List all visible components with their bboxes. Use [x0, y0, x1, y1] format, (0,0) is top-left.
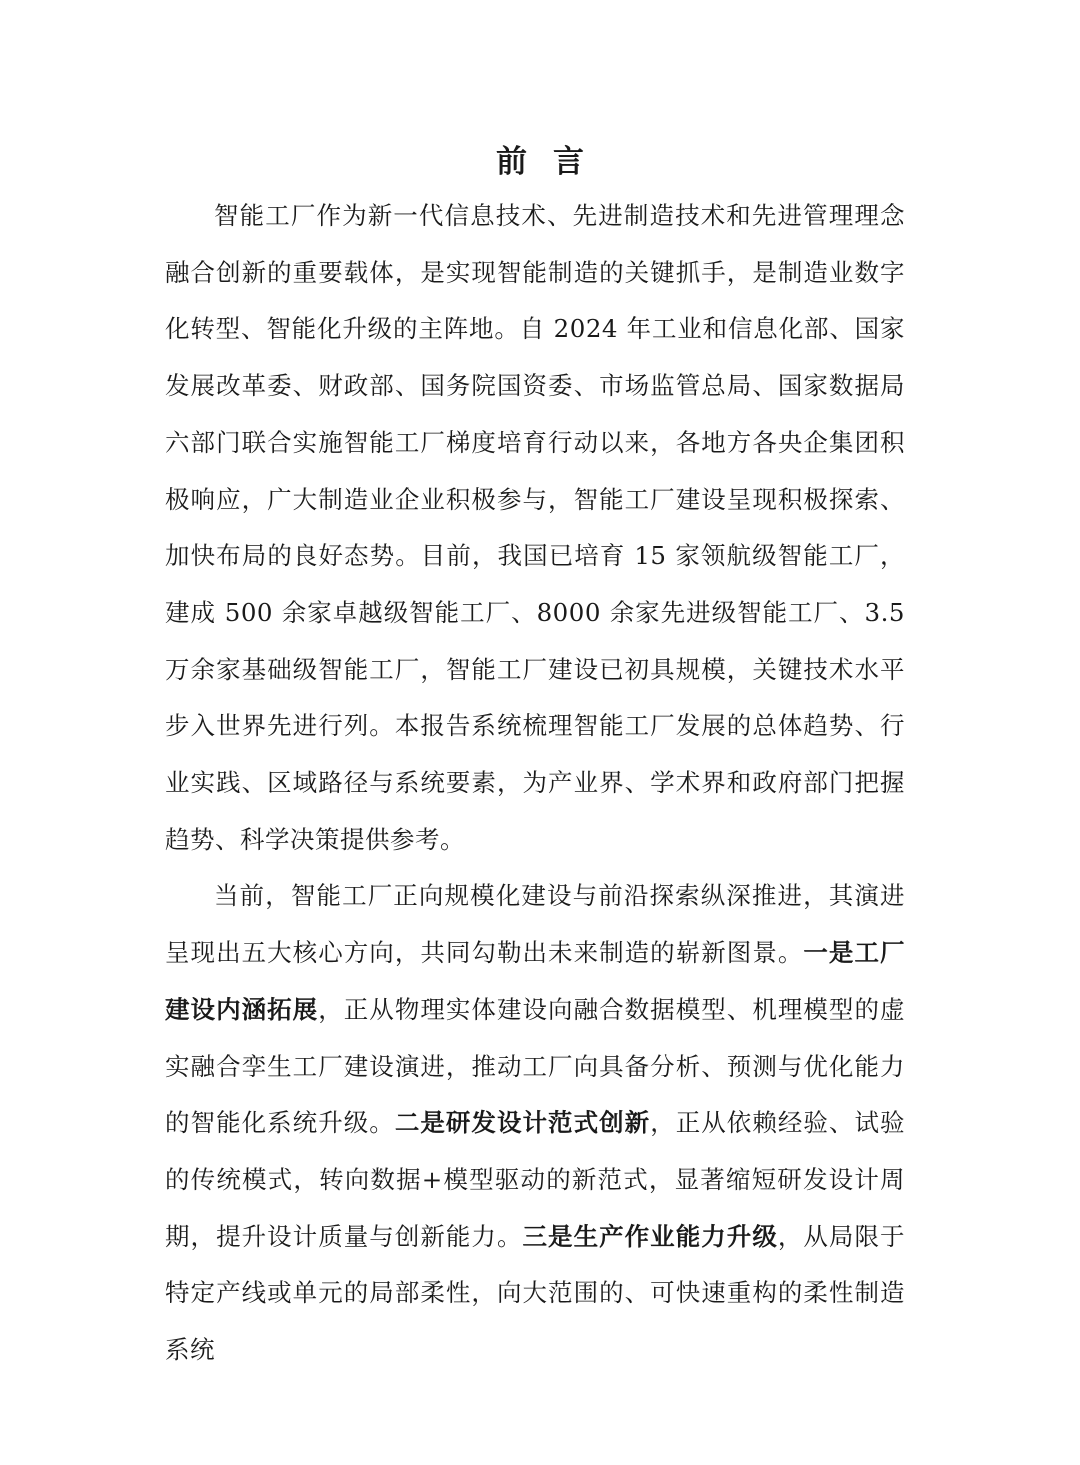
paragraph-2-text: 当前，智能工厂正向规模化建设与前沿探索纵深推进，其演进呈现出五大核心方向，共同勾勒出未来制造的崭新图景。: [165, 881, 905, 968]
paragraph-2-text: ，正从依赖经验、试验的传统模式，转向数据+模型驱动的新范式，显著缩短研发设计周期，提升设计质量与创新能力。: [165, 1108, 906, 1251]
page-title: 前言: [496, 144, 610, 180]
highlight-factory-construction: 一是工厂建设内涵拓展: [165, 938, 905, 1024]
paragraph-2: [165, 868, 905, 1378]
paragraph-2-text: ，正从物理实体建设向融合数据模型、机理模型的虚实融合孪生工厂建设演进，推动工厂向具备分析、预测与优化能力的智能化系统升级。: [165, 994, 906, 1138]
highlight-production-capability: 三是生产作业能力升级: [522, 1221, 778, 1251]
highlight-rd-design: 二是研发设计范式创新: [394, 1108, 651, 1138]
paragraph-2-text: ，从局限于特定产线或单元的局部柔性，向大范围的、可快速重构的柔性制造系统: [165, 1221, 906, 1365]
paragraph-1-text: 智能工厂作为新一代信息技术、先进制造技术和先进管理理念融合创新的重要载体，是实现智能制造的关键抓手，是制造业数字化转型、智能化升级的主阵地。自 2024 年工业和信息化部、国家发展改革委、财政部、国务院国资委、市场监管总局、国家数据局六部门联合实施智能工厂梯度培育行动以来，各地方各央企集团积极响应，广大制造业企业积极参与，智能工厂建设呈现积极探索、加快布局的良好态势。目前，我国已培育 15 家领航级智能工厂，建成 500 余家卓越级智能工厂、8000 余家先进级智能工厂、3.5 万余家基础级智能工厂，智能工厂建设已初具规模，关键技术水平步入世界先进行列。本报告系统梳理智能工厂发展的总体趋势、行业实践、区域路径与系统要素，为产业界、学术界和政府部门把握趋势、科学决策提供参考。: [165, 201, 905, 854]
body-text: [165, 188, 905, 1379]
paragraph-1: [165, 188, 905, 868]
